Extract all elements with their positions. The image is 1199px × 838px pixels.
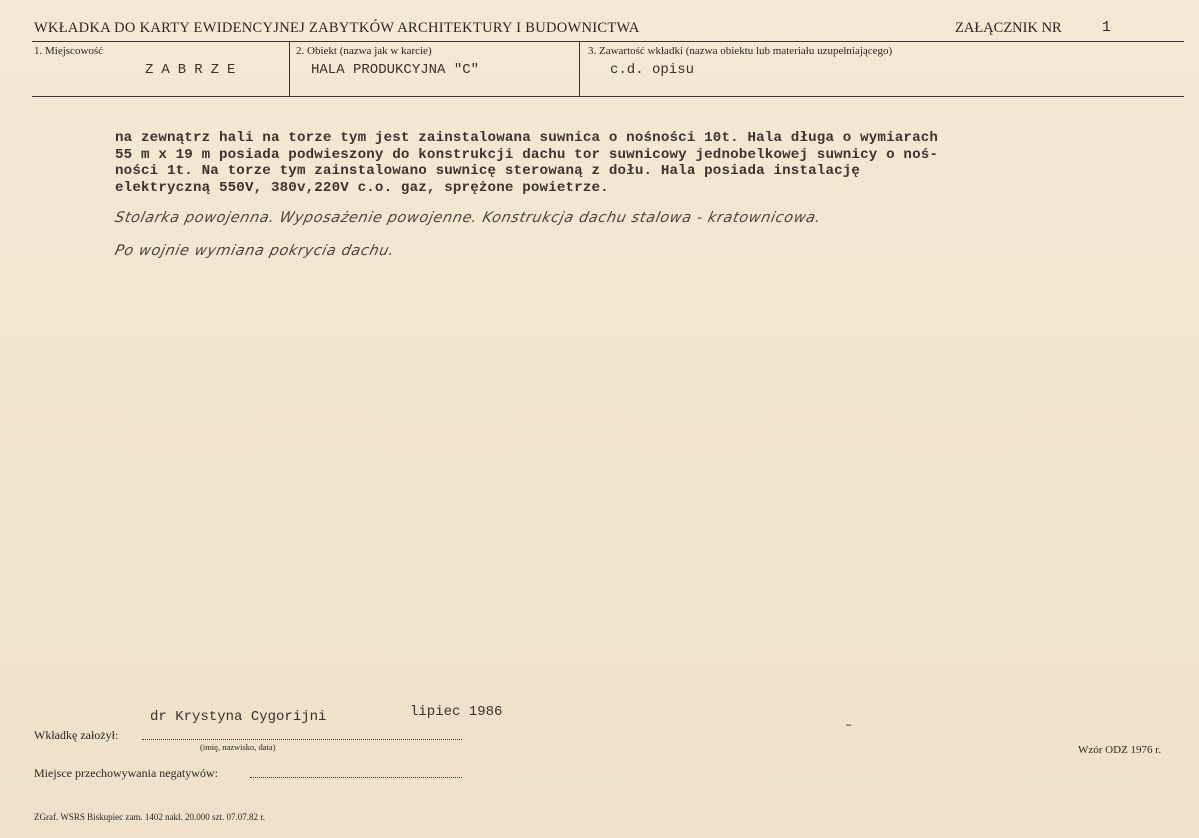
header-bottom-rule: [32, 96, 1184, 97]
content-value: c.d. opisu: [610, 62, 695, 78]
entry-date: lipiec 1986: [410, 704, 503, 720]
content-label: 3. Zawartość wkładki (nazwa obiektu lub materiału uzupełniającego): [588, 45, 893, 57]
author-name: dr Krystyna Cygorijni: [150, 709, 327, 725]
annex-label: ZAŁĄCZNIK NR: [955, 20, 1062, 36]
description-line-1: na zewnątrz hali na torze tym jest zainstalowana suwnica o nośności 10t. Hala długa o wymiarach: [115, 130, 939, 146]
object-value: HALA PRODUKCYJNA "C": [311, 62, 480, 78]
handwritten-note-1: Stolarka powojenna. Wyposażenie powojenne. Konstrukcja dachu stalowa - kratownicowa.: [113, 210, 823, 226]
description-line-4: elektryczną 550V, 380v,220V c.o. gaz, sprężone powietrze.: [115, 180, 609, 196]
margin-dash: –: [845, 718, 853, 732]
print-info: ZGraf. WSRS Biskupiec zam. 1402 nakł. 20.000 szt. 07.07.82 r.: [34, 812, 266, 822]
locality-label: 1. Miejscowość: [34, 45, 104, 57]
handwritten-note-2: Po wojnie wymiana pokrycia dachu.: [113, 243, 396, 259]
column-divider-1: [289, 41, 290, 97]
object-label: 2. Obiekt (nazwa jak w karcie): [296, 45, 432, 57]
annex-number: 1: [1102, 20, 1111, 36]
founder-dotted-line: [142, 739, 462, 740]
description-line-2: 55 m x 19 m posiada podwieszony do konstrukcji dachu tor suwnicowy jednobelkowej suwnicy o noś-: [115, 147, 939, 163]
locality-value: ZABRZE: [145, 62, 244, 78]
negatives-label: Miejsce przechowywania negatywów:: [34, 766, 218, 780]
card-title: WKŁADKA DO KARTY EWIDENCYJNEJ ZABYTKÓW ARCHITEKTURY I BUDOWNICTWA: [34, 20, 640, 36]
description-line-3: ności 1t. Na torze tym zainstalowano suwnicę sterowaną z dołu. Hala posiada instalację: [115, 163, 861, 179]
form-pattern: Wzór ODZ 1976 r.: [1078, 744, 1162, 756]
header-top-rule: [32, 41, 1184, 42]
founder-hint: (imię, nazwisko, data): [200, 742, 276, 752]
column-divider-2: [579, 41, 580, 97]
negatives-dotted-line: [250, 777, 462, 778]
founder-label: Wkładkę założył:: [34, 728, 119, 742]
